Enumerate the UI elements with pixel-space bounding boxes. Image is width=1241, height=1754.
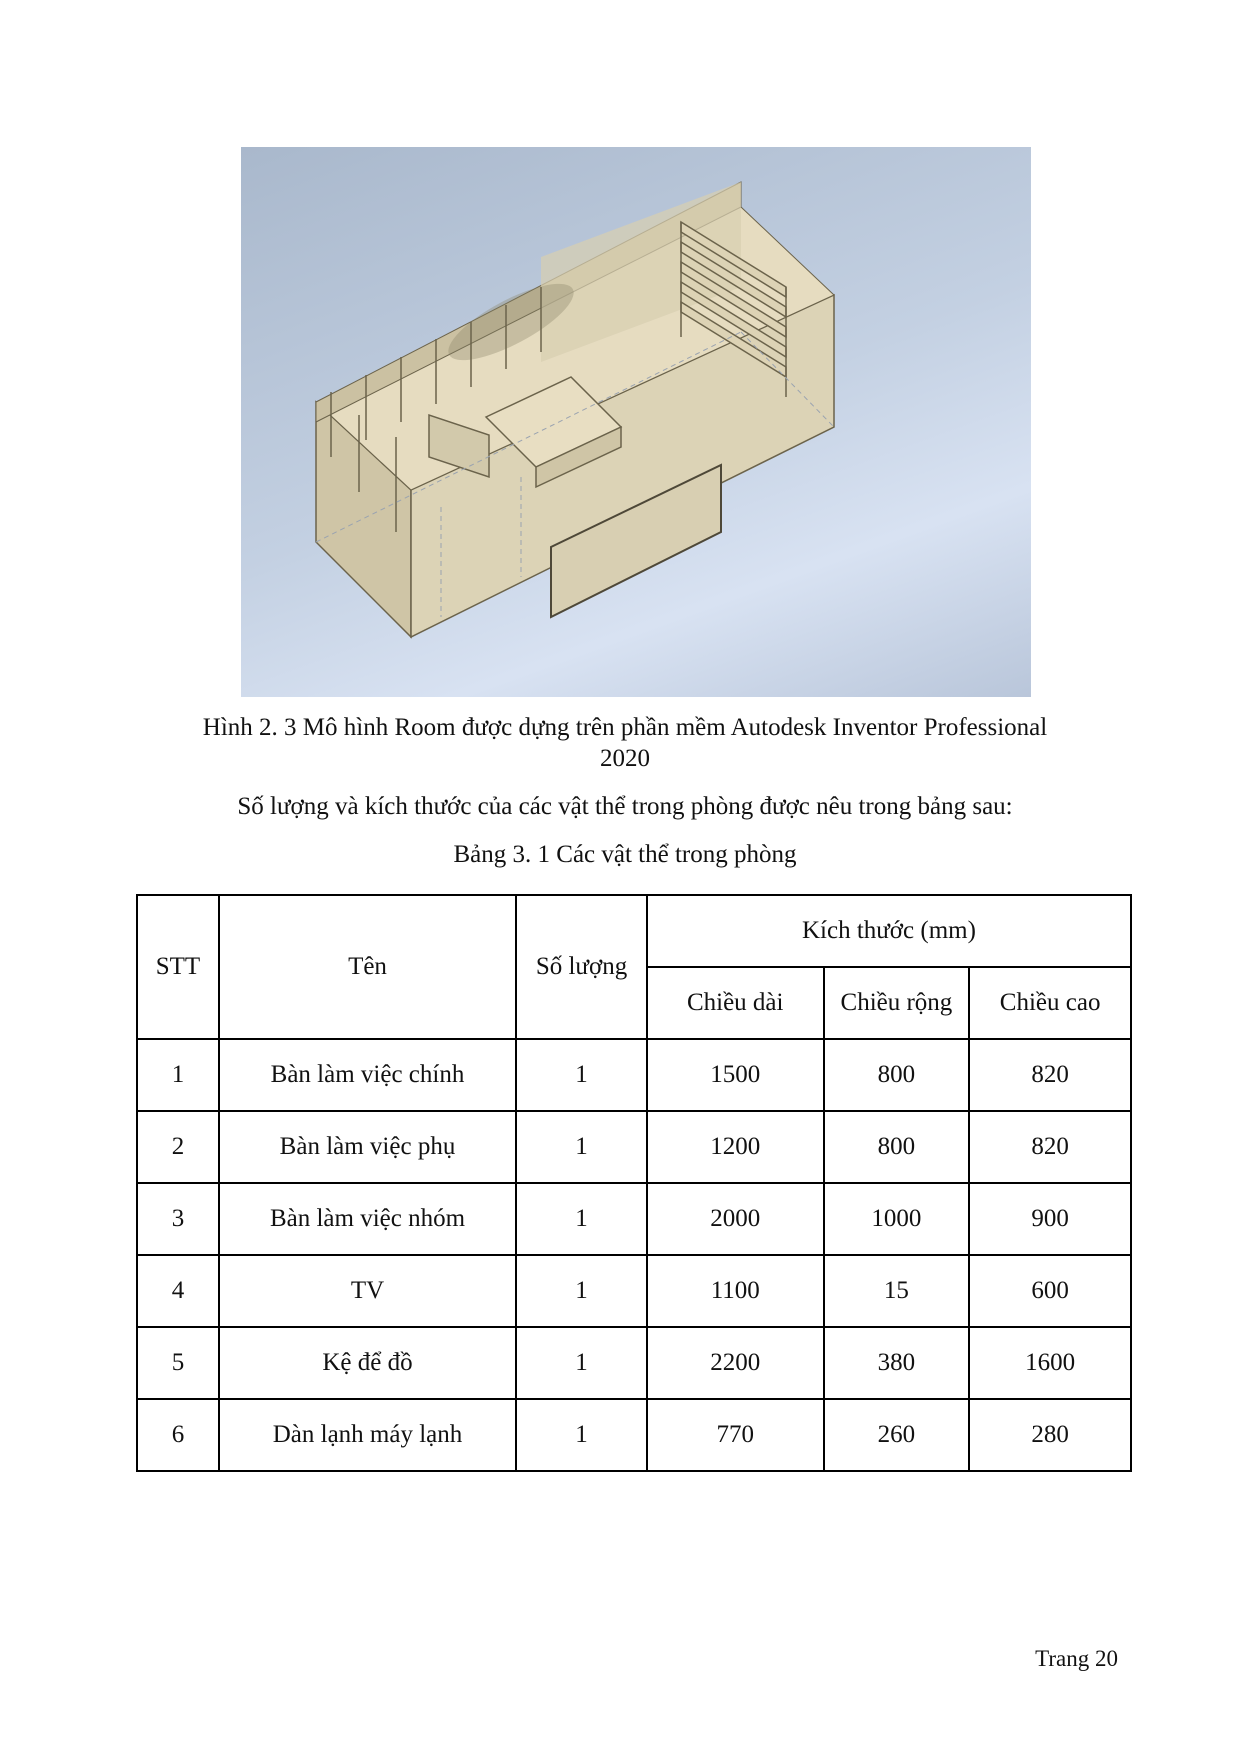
cell-height: 820 xyxy=(969,1111,1131,1183)
cell-length: 1200 xyxy=(647,1111,824,1183)
page-number: Trang 20 xyxy=(1035,1646,1118,1671)
cell-quantity: 1 xyxy=(516,1039,647,1111)
cell-height: 600 xyxy=(969,1255,1131,1327)
figure-caption xyxy=(150,712,1100,774)
header-width: Chiều rộng xyxy=(824,967,970,1039)
cell-height: 1600 xyxy=(969,1327,1131,1399)
cell-length: 770 xyxy=(647,1399,824,1471)
objects-table xyxy=(136,894,1132,1472)
cell-quantity: 1 xyxy=(516,1255,647,1327)
cell-name: Bàn làm việc chính xyxy=(219,1039,516,1111)
header-height: Chiều cao xyxy=(969,967,1131,1039)
cell-name: Bàn làm việc phụ xyxy=(219,1111,516,1183)
room-model-illustration xyxy=(241,147,1031,697)
table-row xyxy=(137,1399,1131,1471)
room-model-figure xyxy=(241,147,1031,697)
cell-width: 800 xyxy=(824,1039,970,1111)
cell-width: 1000 xyxy=(824,1183,970,1255)
cell-stt: 3 xyxy=(137,1183,219,1255)
table-row xyxy=(137,1039,1131,1111)
figure-caption-line2: 2020 xyxy=(600,745,650,772)
intro-paragraph: Số lượng và kích thước của các vật thể trong phòng được nêu trong bảng sau: xyxy=(237,793,1013,820)
cell-quantity: 1 xyxy=(516,1183,647,1255)
table-title: Bảng 3. 1 Các vật thể trong phòng xyxy=(453,841,797,868)
cell-width: 260 xyxy=(824,1399,970,1471)
cell-length: 1100 xyxy=(647,1255,824,1327)
cell-width: 15 xyxy=(824,1255,970,1327)
cell-length: 2200 xyxy=(647,1327,824,1399)
cell-name: TV xyxy=(219,1255,516,1327)
cell-quantity: 1 xyxy=(516,1327,647,1399)
header-length: Chiều dài xyxy=(647,967,824,1039)
header-stt: STT xyxy=(137,895,219,1039)
header-quantity: Số lượng xyxy=(516,895,647,1039)
cell-stt: 2 xyxy=(137,1111,219,1183)
cell-width: 800 xyxy=(824,1111,970,1183)
cell-height: 900 xyxy=(969,1183,1131,1255)
cell-stt: 5 xyxy=(137,1327,219,1399)
cell-name: Dàn lạnh máy lạnh xyxy=(219,1399,516,1471)
table-row xyxy=(137,1183,1131,1255)
cell-stt: 6 xyxy=(137,1399,219,1471)
cell-length: 2000 xyxy=(647,1183,824,1255)
header-name: Tên xyxy=(219,895,516,1039)
cell-name: Bàn làm việc nhóm xyxy=(219,1183,516,1255)
header-dimensions: Kích thước (mm) xyxy=(647,895,1131,967)
table-row xyxy=(137,1111,1131,1183)
cell-height: 820 xyxy=(969,1039,1131,1111)
cell-name: Kệ để đồ xyxy=(219,1327,516,1399)
table-row xyxy=(137,1255,1131,1327)
cell-stt: 4 xyxy=(137,1255,219,1327)
cell-length: 1500 xyxy=(647,1039,824,1111)
cell-height: 280 xyxy=(969,1399,1131,1471)
table-row xyxy=(137,1327,1131,1399)
cell-width: 380 xyxy=(824,1327,970,1399)
cell-quantity: 1 xyxy=(516,1111,647,1183)
figure-caption-line1: Hình 2. 3 Mô hình Room được dựng trên phần mềm Autodesk Inventor Professional xyxy=(202,714,1048,741)
cell-quantity: 1 xyxy=(516,1399,647,1471)
cell-stt: 1 xyxy=(137,1039,219,1111)
